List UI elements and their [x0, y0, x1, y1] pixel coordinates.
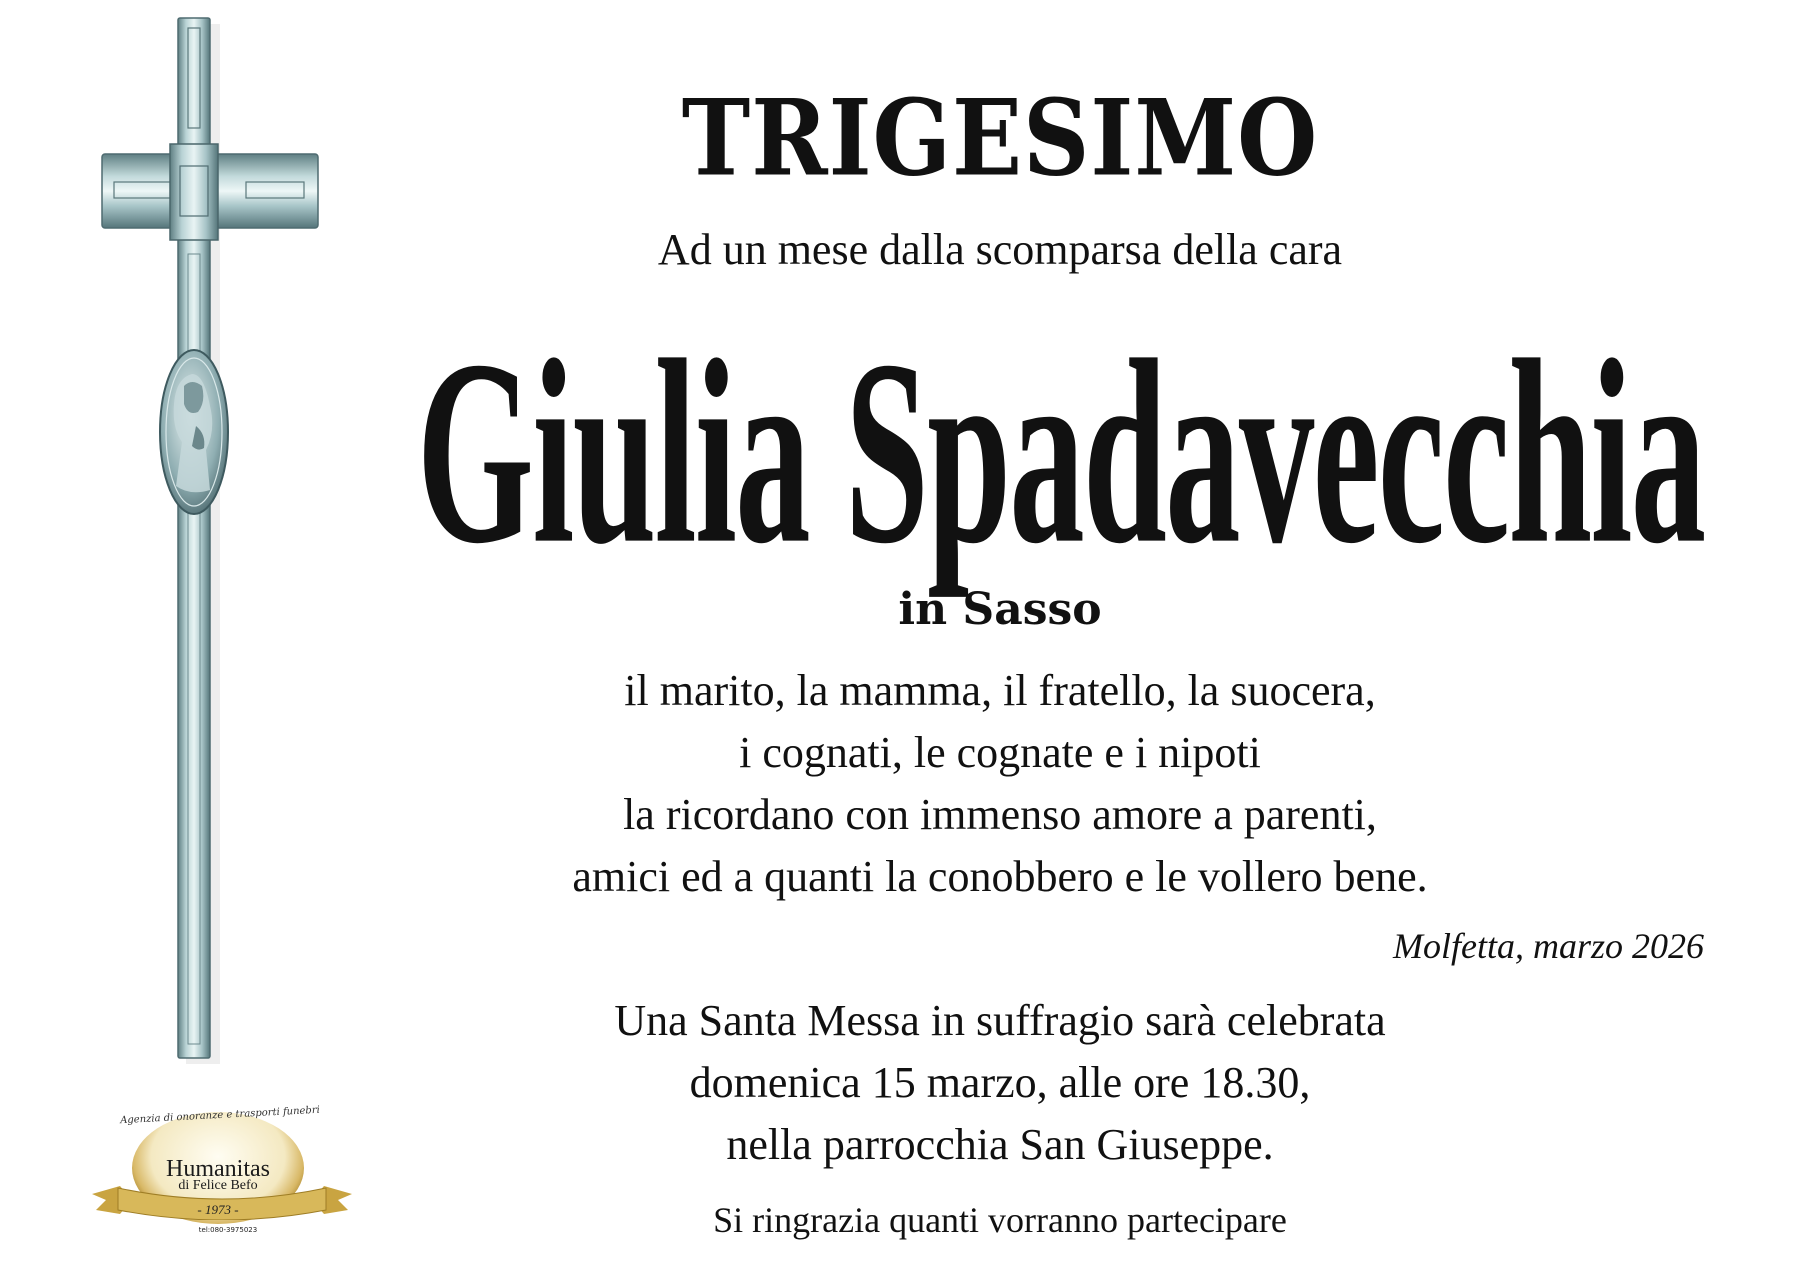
funeral-home-logo — [92, 1104, 352, 1250]
place-date: Molfetta, marzo 2026 — [1393, 926, 1704, 966]
married-name: in Sasso — [898, 584, 1102, 635]
praying-figure-medallion — [160, 350, 228, 514]
logo-phone: tel:080-3975023 — [198, 1226, 258, 1234]
mass-line: domenica 15 marzo, alle ore 18.30, — [689, 1058, 1311, 1107]
logo-tagline: Agenzia di onoranze e trasporti funebri — [119, 1104, 321, 1127]
family-line: la ricordano con immenso amore a parenti, — [623, 790, 1377, 839]
family-line: i cognati, le cognate e i nipoti — [739, 728, 1261, 777]
family-line: amici ed a quanti la conobbero e le vollero bene. — [572, 852, 1428, 901]
logo-owner: di Felice Befo — [178, 1178, 258, 1193]
logo-year: - 1973 - — [197, 1202, 239, 1217]
mass-line: Una Santa Messa in suffragio sarà celebrata — [614, 996, 1386, 1045]
crucifix-icon — [100, 14, 340, 1064]
deceased-name: Giulia Spadavecchia — [416, 306, 1705, 599]
family-line: il marito, la mamma, il fratello, la suocera, — [624, 666, 1376, 715]
thanks-line: Si ringrazia quanti vorranno partecipare — [713, 1200, 1287, 1240]
mass-line: nella parrocchia San Giuseppe. — [726, 1120, 1274, 1169]
notice-intro: Ad un mese dalla scomparsa della cara — [657, 225, 1343, 274]
notice-title: TRIGESIMO — [681, 75, 1319, 200]
logo-name: Humanitas — [166, 1156, 270, 1182]
